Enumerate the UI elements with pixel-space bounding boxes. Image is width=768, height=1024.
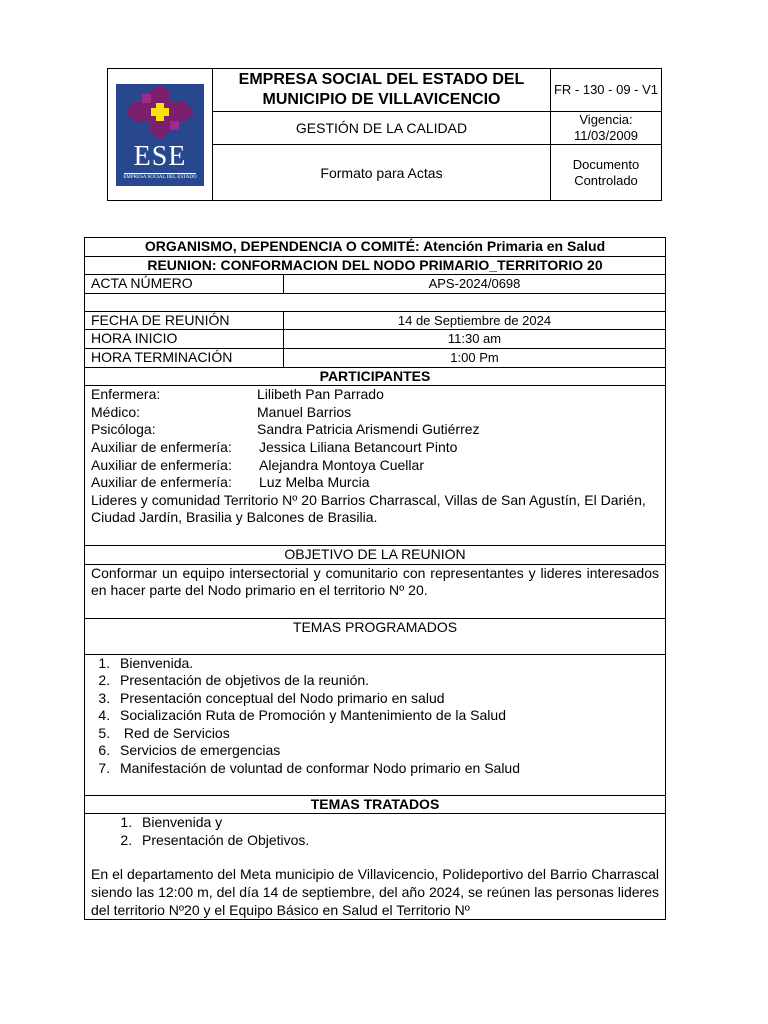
logo-divider (124, 173, 196, 174)
participant-name: Lilibeth Pan Parrado (257, 386, 384, 403)
ese-logo (116, 84, 204, 186)
list-item: 2. Presentación de Objetivos. (136, 832, 659, 850)
participant-role: Psicóloga: (91, 421, 156, 438)
documento-controlado: Documento Controlado (551, 145, 662, 201)
spacer-row (85, 293, 666, 311)
participant-name: Manuel Barrios (257, 403, 352, 420)
participant-row (91, 386, 659, 404)
hora-fin-value: 1:00 Pm (284, 348, 666, 367)
list-item: 3. Presentación conceptual del Nodo primario en salud (114, 690, 659, 708)
quality-label: GESTIÓN DE LA CALIDAD (213, 112, 551, 145)
temas-programados-cell (85, 654, 666, 795)
participant-row (91, 404, 659, 422)
fecha-value: 14 de Septiembre de 2024 (284, 311, 666, 330)
fecha-label: FECHA DE REUNIÓN (85, 311, 284, 330)
list-item: 5. Red de Servicios (114, 725, 659, 743)
temas-programados-heading: TEMAS PROGRAMADOS (85, 618, 666, 654)
form-code: FR - 130 - 09 - V1 (551, 69, 662, 112)
list-item: 6. Servicios de emergencias (114, 742, 659, 760)
hora-inicio-value: 11:30 am (284, 330, 666, 349)
participant-row (91, 474, 659, 492)
participantes-heading: PARTICIPANTES (85, 367, 666, 386)
company-title: EMPRESA SOCIAL DEL ESTADO DEL MUNICIPIO DE VILLAVICENCIO (213, 69, 551, 112)
participant-role: Auxiliar de enfermería: (91, 456, 232, 473)
participant-row (91, 457, 659, 475)
temas-tratados-cell (85, 814, 666, 920)
participant-role: Enfermera: (91, 386, 161, 403)
hora-fin-label: HORA TERMINACIÓN (85, 348, 284, 367)
objetivo-text: Conformar un equipo intersectorial y comunitario con representantes y lideres interesados en hacer parte del Nodo primario en el territorio Nº 20. (85, 564, 666, 618)
document-header (107, 68, 662, 201)
participant-name: Luz Melba Murcia (259, 474, 370, 491)
participant-role: Auxiliar de enfermería: (91, 474, 232, 491)
participant-row (91, 421, 659, 439)
temas-tratados-heading: TEMAS TRATADOS (85, 795, 666, 814)
participant-name: Sandra Patricia Arismendi Gutiérrez (257, 421, 480, 438)
format-label: Formato para Actas (213, 145, 551, 201)
acta-numero-value: APS-2024/0698 (284, 275, 666, 294)
participantes-list (85, 386, 666, 546)
logo-cell (108, 69, 213, 201)
acta-table (84, 237, 666, 920)
objetivo-heading: OBJETIVO DE LA REUNION (85, 545, 666, 564)
hora-inicio-label: HORA INICIO (85, 330, 284, 349)
reunion-heading: REUNION: CONFORMACION DEL NODO PRIMARIO_TERRITORIO 20 (85, 256, 666, 275)
vigencia: Vigencia: 11/03/2009 (551, 112, 662, 145)
lideres-text: Lideres y comunidad Territorio Nº 20 Barrios Charrascal, Villas de San Agustín, El Darién, Ciudad Jardín, Brasilia y Balcones de Brasilia. (91, 491, 646, 526)
logo-subtext: EMPRESA SOCIAL DEL ESTADO (123, 174, 197, 180)
paragraph-spacer (91, 849, 659, 866)
temas-tratados-paragraph: En el departamento del Meta municipio de Villavicencio, Polideportivo del Barrio Charrascal siendo las 12:00 m, del día 14 de septiembre, del año 2024, se reúnen las personas lideres del territorio Nº20 y el Equipo Básico en Salud el Territorio Nº (91, 866, 659, 918)
logo-text: ESE (133, 140, 187, 172)
participant-name: Jessica Liliana Betancourt Pinto (259, 438, 458, 455)
temas-tratados-list (91, 814, 659, 849)
participant-role: Auxiliar de enfermería: (91, 438, 232, 455)
list-item: 2. Presentación de objetivos de la reunión. (114, 672, 659, 690)
participant-name: Alejandra Montoya Cuellar (259, 456, 424, 473)
list-item: 1. Bienvenida y (136, 814, 659, 832)
participant-row (91, 439, 659, 457)
participant-role: Médico: (91, 403, 141, 420)
list-item: 1. Bienvenida. (114, 655, 659, 673)
organismo-heading: ORGANISMO, DEPENDENCIA O COMITÉ: Atención Primaria en Salud (85, 238, 666, 257)
list-item: 7. Manifestación de voluntad de conformar Nodo primario en Salud (114, 760, 659, 778)
list-item: 4. Socialización Ruta de Promoción y Mantenimiento de la Salud (114, 707, 659, 725)
puzzle-cross-icon (116, 84, 204, 140)
acta-numero-label: ACTA NÚMERO (85, 275, 284, 294)
temas-programados-list (91, 655, 659, 778)
